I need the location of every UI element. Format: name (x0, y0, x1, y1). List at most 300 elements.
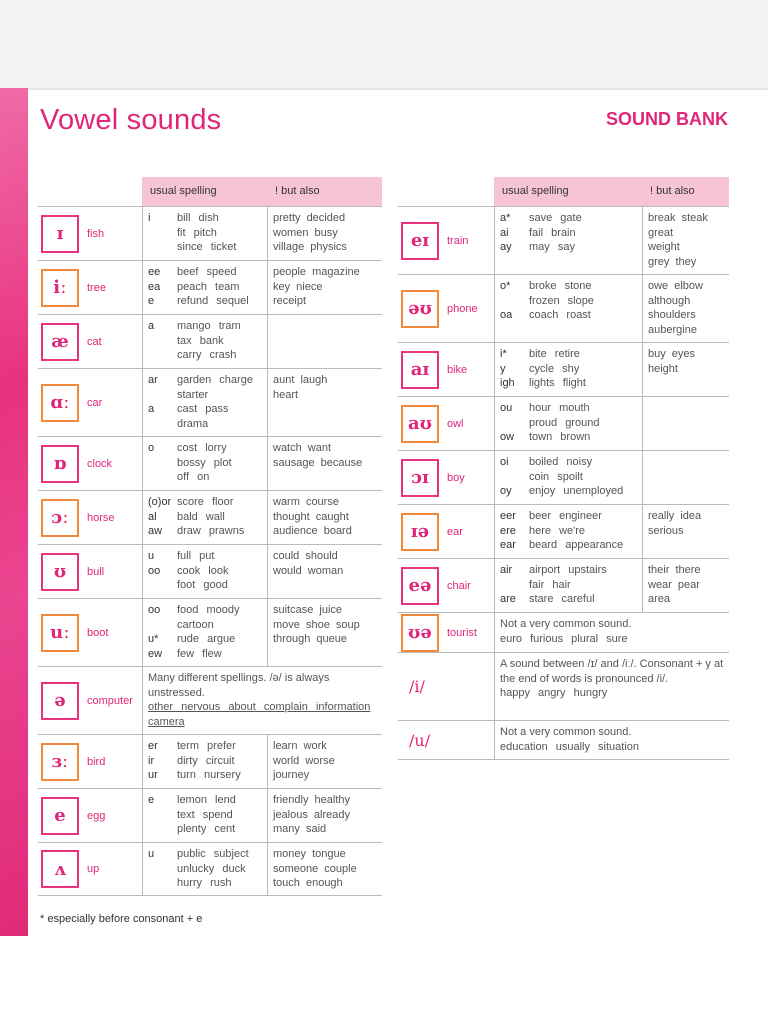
table-row (398, 720, 729, 760)
sound-cell (38, 491, 142, 544)
description-note: A sound between /ɪ/ and /iː/. Consonant + y at the end of words is pronounced /i/. (500, 658, 724, 685)
but-also-cell (267, 491, 382, 544)
spelling-examples: carry crash (177, 349, 237, 361)
but-also-cell (642, 343, 729, 396)
spelling-pattern: ay (500, 241, 512, 253)
but-also-line: jealous already (273, 808, 350, 821)
table-row (398, 450, 729, 504)
spelling-pattern (148, 456, 177, 471)
spelling-pattern: eer (500, 510, 516, 522)
table-row (38, 436, 382, 490)
description-cell (494, 613, 729, 652)
spelling-examples: coin spoilt (529, 470, 583, 483)
table-row (398, 274, 729, 342)
spelling-line (148, 456, 267, 471)
table-row (398, 612, 729, 652)
spelling-line (148, 578, 267, 593)
spelling-examples: food moody (177, 604, 240, 616)
usual-spelling-header: usual spelling (494, 177, 642, 206)
spelling-pattern (148, 862, 177, 877)
spelling-pattern: oa (500, 309, 513, 321)
spelling-examples: public subject (177, 848, 249, 860)
sound-cell (398, 275, 494, 342)
sound-picture-icon (401, 614, 439, 652)
but-also-line: learn work (273, 740, 327, 752)
table-row (38, 842, 382, 896)
keyword-label: up (87, 863, 100, 875)
phonetic-symbol: ʊ (53, 561, 67, 582)
phonetic-symbol: aʊ (408, 413, 432, 434)
sound-picture-icon (41, 323, 79, 361)
spelling-line (148, 603, 267, 618)
spelling-pattern: ere (500, 524, 516, 537)
spelling-pattern: ow (500, 431, 515, 443)
spelling-pattern (148, 876, 177, 891)
spelling-line (148, 441, 267, 456)
spelling-examples: proud ground (529, 416, 600, 429)
spelling-examples: broke stone (529, 280, 592, 292)
sound-cell (38, 843, 142, 895)
keyword-label: owl (447, 417, 464, 430)
but-also-line: their there (648, 564, 701, 576)
but-also-cell (642, 397, 729, 450)
but-also-line: many said (273, 823, 327, 835)
spelling-examples: stare careful (529, 593, 595, 605)
but-also-line: grey they (648, 255, 697, 268)
spelling-line (500, 362, 642, 377)
spelling-examples: turn nursery (177, 769, 241, 781)
spelling-pattern (148, 808, 177, 823)
but-also-line: journey (273, 769, 310, 781)
keyword-label: phone (447, 302, 478, 315)
description-cell (494, 653, 729, 720)
phonetic-symbol: eɪ (410, 230, 430, 251)
but-also-cell (267, 789, 382, 842)
but-also-line: shoulders (648, 309, 696, 321)
sound-picture-icon (41, 614, 79, 652)
phonetic-symbol: /i/ (409, 677, 425, 696)
spelling-examples: enjoy unemployed (529, 485, 624, 497)
phonetic-symbol: uː (50, 622, 70, 643)
but-also-line: touch enough (273, 877, 343, 889)
spelling-line (148, 280, 267, 295)
spelling-pattern: (o)or (148, 496, 172, 508)
spelling-examples: draw prawns (177, 525, 245, 537)
description-examples: euro furious plural sure (500, 632, 628, 645)
spelling-examples: term prefer (177, 740, 236, 752)
sound-picture-icon (401, 513, 439, 551)
sound-picture-icon (401, 405, 439, 443)
spelling-pattern: o* (500, 280, 511, 292)
vowel-table-left (38, 177, 382, 896)
but-also-line: suitcase juice (273, 604, 343, 616)
description-cell (142, 667, 382, 734)
spelling-examples: fit pitch (177, 226, 217, 239)
spelling-line (148, 388, 267, 403)
phonetic-symbol: ə (54, 690, 66, 711)
spelling-examples: fair hair (529, 578, 571, 591)
spelling-pattern: u* (148, 633, 159, 645)
usual-spelling-cell (494, 559, 642, 612)
sound-picture-icon (41, 269, 79, 307)
spelling-pattern: ew (148, 647, 163, 660)
spelling-examples: rude argue (177, 633, 236, 645)
table-row (38, 734, 382, 788)
usual-spelling-cell (142, 545, 267, 598)
sound-picture-icon (401, 567, 439, 605)
description-note: Not a very common sound. (500, 618, 632, 630)
phonetic-symbol: əʊ (408, 298, 432, 319)
but-also-cell (267, 437, 382, 490)
spelling-examples: score floor (177, 496, 234, 508)
top-band (0, 0, 768, 90)
table-row (38, 314, 382, 368)
phonetic-symbol: /u/ (409, 730, 431, 750)
spelling-examples: cartoon (177, 618, 214, 631)
spelling-pattern: u (148, 848, 155, 860)
sound-cell (398, 653, 494, 720)
but-also-line: pretty decided (273, 212, 346, 224)
section-label: SOUND BANK (605, 109, 728, 129)
sound-cell (398, 505, 494, 558)
spelling-line (148, 334, 267, 349)
spelling-examples: fail brain (529, 226, 576, 239)
spelling-examples: town brown (529, 431, 591, 443)
spelling-pattern (148, 417, 177, 432)
spelling-line (148, 754, 267, 769)
spelling-line (500, 578, 642, 593)
spelling-examples: bald wall (177, 510, 225, 523)
spelling-line (148, 417, 267, 432)
spelling-pattern: er (148, 740, 158, 752)
spelling-examples: drama (177, 417, 209, 430)
spelling-examples: lights flight (529, 377, 586, 389)
spelling-line (500, 470, 642, 485)
keyword-label: ear (447, 525, 463, 538)
keyword-label: tourist (447, 626, 477, 639)
spelling-examples: text spend (177, 808, 233, 821)
spelling-pattern: i (148, 212, 151, 224)
but-also-line: really idea (648, 510, 702, 522)
but-also-line: key niece (273, 280, 323, 293)
spelling-pattern: igh (500, 377, 515, 389)
spelling-line (148, 294, 267, 309)
spelling-pattern (500, 416, 529, 431)
but-also-line: wear pear (648, 578, 700, 591)
spelling-line (500, 211, 642, 226)
spelling-pattern: aw (148, 525, 163, 537)
but-also-line: area (648, 593, 671, 605)
spelling-examples: may say (529, 241, 575, 253)
spelling-line (500, 524, 642, 539)
spelling-pattern: oi (500, 456, 509, 468)
keyword-label: chair (447, 579, 471, 592)
usual-spelling-cell (494, 343, 642, 396)
spelling-line (148, 240, 267, 255)
phonetic-symbol: iː (53, 277, 67, 298)
spelling-pattern (500, 294, 529, 309)
spelling-line (148, 632, 267, 647)
spelling-line (500, 308, 642, 323)
spelling-examples: save gate (529, 212, 582, 224)
spelling-line (148, 319, 267, 334)
spelling-line (500, 279, 642, 294)
spelling-examples: full put (177, 550, 215, 562)
usual-spelling-cell (494, 451, 642, 504)
spelling-examples: hour mouth (529, 402, 590, 414)
phonetic-symbol: ɜː (51, 751, 69, 772)
keyword-label: computer (87, 694, 133, 707)
phonetic-symbol: aɪ (410, 359, 430, 380)
but-also-line: break steak (648, 212, 708, 224)
but-also-cell (267, 843, 382, 895)
spelling-examples: tax bank (177, 334, 224, 347)
spelling-examples: cycle shy (529, 362, 580, 375)
sound-picture-icon (41, 384, 79, 422)
phonetic-symbol: ɔː (51, 507, 69, 528)
table-row (38, 490, 382, 544)
sound-picture-icon (41, 682, 79, 720)
table-row (398, 558, 729, 612)
usual-spelling-cell (494, 275, 642, 342)
but-also-line: through queue (273, 633, 347, 645)
sound-picture-icon (41, 445, 79, 483)
keyword-label: horse (87, 511, 115, 524)
page-title: Vowel sounds (40, 104, 222, 136)
table-row (38, 368, 382, 436)
spelling-line (148, 739, 267, 754)
sound-cell (398, 343, 494, 396)
table-header (38, 177, 382, 206)
but-also-cell (642, 505, 729, 558)
but-also-line: would woman (273, 564, 344, 577)
but-also-line: although (648, 294, 691, 307)
spelling-pattern: y (500, 362, 506, 375)
phonetic-symbol: ɑː (50, 392, 70, 413)
keyword-label: egg (87, 809, 106, 822)
usual-spelling-header: usual spelling (142, 177, 267, 206)
but-also-line: move shoe soup (273, 618, 360, 631)
phonetic-symbol: ʊə (408, 622, 432, 643)
spelling-line (148, 524, 267, 539)
keyword-label: bird (87, 755, 106, 768)
phonetic-symbol: ʌ (54, 858, 66, 880)
but-also-line: could should (273, 550, 338, 562)
sound-picture-icon (41, 553, 79, 591)
spelling-pattern: ur (148, 769, 158, 781)
keyword-label: clock (87, 457, 113, 470)
spelling-pattern (148, 822, 177, 837)
sound-cell (398, 207, 494, 274)
phonetic-symbol: ɒ (53, 453, 67, 474)
spelling-examples: beef speed (177, 266, 237, 278)
sound-picture-icon (401, 290, 439, 328)
usual-spelling-cell (142, 207, 267, 260)
spelling-line (148, 862, 267, 877)
spelling-pattern: al (148, 510, 157, 523)
spelling-examples: here we're (529, 524, 586, 537)
spelling-examples: starter (177, 388, 209, 401)
sound-cell (398, 613, 494, 652)
spelling-line (148, 564, 267, 579)
spelling-line (500, 455, 642, 470)
spelling-line (500, 401, 642, 416)
spelling-line (148, 510, 267, 525)
phonetic-symbol: æ (51, 331, 69, 352)
spelling-line (148, 876, 267, 891)
but-also-line: thought caught (273, 510, 349, 523)
spelling-examples: since ticket (177, 241, 237, 253)
spelling-line (500, 416, 642, 431)
keyword-label: fish (87, 227, 105, 240)
table-row (38, 666, 382, 734)
spelling-examples: few flew (177, 647, 222, 660)
spelling-pattern: ou (500, 402, 513, 414)
usual-spelling-cell (494, 505, 642, 558)
spelling-line (500, 226, 642, 241)
usual-spelling-cell (494, 397, 642, 450)
spelling-pattern: e (148, 295, 155, 307)
spelling-examples: bill dish (177, 212, 219, 224)
but-also-line: heart (273, 388, 299, 401)
keyword-label: bull (87, 565, 105, 578)
table-row (38, 260, 382, 314)
spelling-pattern: are (500, 593, 516, 605)
spelling-pattern: ea (148, 280, 161, 293)
spelling-line (148, 495, 267, 510)
but-also-cell (267, 261, 382, 314)
spelling-pattern: ee (148, 266, 161, 278)
spelling-examples: beer engineer (529, 510, 602, 522)
spelling-line (500, 592, 642, 607)
description-note: Not a very common sound. (500, 726, 632, 738)
but-also-cell (642, 559, 729, 612)
spelling-pattern (148, 618, 177, 633)
but-also-line: serious (648, 524, 684, 537)
sound-picture-icon (41, 797, 79, 835)
sound-cell (38, 437, 142, 490)
spelling-line (500, 484, 642, 499)
spelling-line (148, 847, 267, 862)
vowel-table-right (398, 177, 729, 760)
table-row (38, 598, 382, 666)
spelling-pattern (148, 578, 177, 593)
keyword-label: boot (87, 626, 109, 639)
but-also-line: someone couple (273, 862, 357, 875)
but-also-cell (267, 369, 382, 436)
spelling-line (148, 768, 267, 783)
spelling-pattern: oy (500, 485, 512, 497)
spelling-pattern: ar (148, 374, 158, 386)
spelling-pattern: i* (500, 348, 507, 360)
spelling-examples: airport upstairs (529, 564, 607, 576)
keyword-label: cat (87, 335, 102, 348)
but-also-line: receipt (273, 295, 307, 307)
but-also-line: women busy (273, 226, 338, 239)
sound-cell (38, 315, 142, 368)
keyword-label: car (87, 396, 103, 409)
spelling-pattern: a* (500, 212, 511, 224)
spelling-line (500, 563, 642, 578)
but-also-line: owe elbow (648, 280, 703, 292)
usual-spelling-cell (142, 735, 267, 788)
spelling-examples: boiled noisy (529, 456, 593, 468)
but-also-line: warm course (273, 496, 339, 508)
spelling-examples: cook look (177, 564, 229, 577)
sound-cell (398, 559, 494, 612)
spelling-examples: dirty circuit (177, 754, 235, 767)
but-also-header: ! but also (267, 177, 382, 206)
table-row (38, 206, 382, 260)
spelling-line (148, 618, 267, 633)
but-also-line: audience board (273, 525, 352, 537)
usual-spelling-cell (142, 491, 267, 544)
usual-spelling-cell (142, 437, 267, 490)
table-row (398, 504, 729, 558)
side-color-strip (0, 88, 28, 936)
but-also-line: buy eyes (648, 348, 696, 360)
usual-spelling-cell (142, 369, 267, 436)
spelling-line (500, 376, 642, 391)
usual-spelling-cell (142, 261, 267, 314)
spelling-pattern (148, 388, 177, 403)
but-also-line: people magazine (273, 266, 360, 278)
spelling-line (148, 373, 267, 388)
usual-spelling-cell (494, 207, 642, 274)
spelling-examples: garden charge (177, 374, 253, 386)
footnote: * especially before consonant + e (40, 913, 203, 925)
keyword-label: bike (447, 363, 468, 376)
spelling-pattern: a (148, 320, 155, 332)
usual-spelling-cell (142, 599, 267, 666)
sound-cell (38, 545, 142, 598)
spelling-examples: off on (177, 471, 210, 483)
spelling-line (500, 509, 642, 524)
spelling-examples: frozen slope (529, 294, 594, 307)
spelling-line (500, 294, 642, 309)
spelling-examples: unlucky duck (177, 862, 246, 875)
sound-cell (38, 261, 142, 314)
but-also-line: great (648, 226, 674, 239)
sound-picture-icon (41, 499, 79, 537)
spelling-pattern (500, 470, 529, 485)
spelling-pattern: oo (148, 564, 161, 577)
but-also-line: sausage because (273, 456, 363, 469)
but-also-line: world worse (273, 754, 335, 767)
but-also-line: village physics (273, 241, 347, 253)
but-also-cell (642, 207, 729, 274)
spelling-line (500, 347, 642, 362)
spelling-line (148, 808, 267, 823)
spelling-pattern: oo (148, 604, 161, 616)
spelling-pattern: ai (500, 226, 509, 239)
but-also-cell (267, 207, 382, 260)
spelling-line (148, 470, 267, 485)
sound-picture-icon (401, 459, 439, 497)
sound-cell (38, 207, 142, 260)
spelling-examples: bossy plot (177, 456, 232, 469)
but-also-cell (267, 315, 382, 368)
keyword-label: tree (87, 281, 106, 294)
description-note: Many different spellings. /ə/ is always unstressed. (148, 672, 330, 699)
description-cell (494, 721, 729, 759)
spelling-line (148, 549, 267, 564)
but-also-line: watch want (273, 442, 332, 454)
spelling-examples: lemon lend (177, 794, 236, 806)
sound-cell (398, 721, 494, 759)
but-also-cell (642, 451, 729, 504)
spelling-line (148, 211, 267, 226)
